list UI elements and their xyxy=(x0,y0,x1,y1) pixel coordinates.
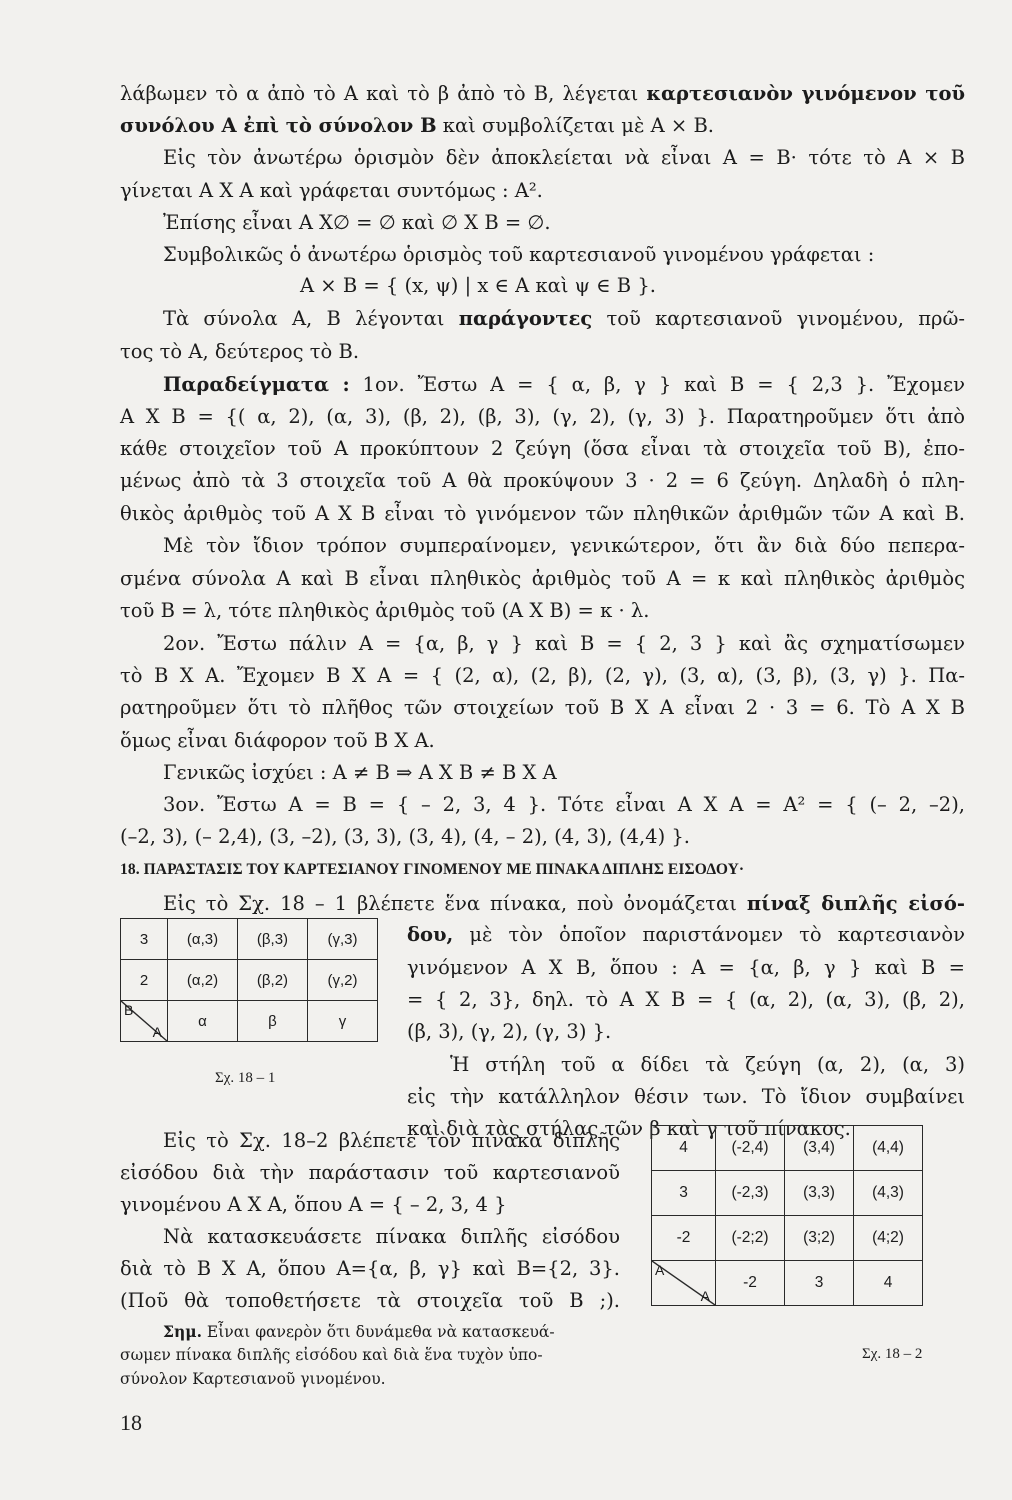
table-cell: (γ,2) xyxy=(308,960,378,1001)
note-line: Σημ. Εἶναι φανερὸν ὅτι δυνάμεθα νὰ κατασκευά- xyxy=(163,1322,555,1341)
table-cell: (3,3) xyxy=(785,1171,854,1216)
text-line: = { 2, 3}, δηλ. τὸ Α Χ Β = { (α, 2), (α, 3), (β, 2), xyxy=(407,988,965,1011)
corner-label-top: Α xyxy=(655,1262,665,1278)
note-line: σωμεν πίνακα διπλῆς εἰσόδου καὶ διὰ ἕνα τυχὸν ὑπο- xyxy=(120,1346,543,1364)
text-line: Τὰ σύνολα Α, Β λέγονται παράγοντες τοῦ καρτεσιανοῦ γινομένου, πρῶ- xyxy=(163,307,965,330)
column-header: 3 xyxy=(785,1261,854,1306)
formula-line: Α × Β = { (x, ψ) | x ∈ Α καὶ ψ ∈ Β }. xyxy=(300,274,656,297)
text-line: εἰσόδου διὰ τὴν παράστασιν τοῦ καρτεσιανοῦ xyxy=(120,1161,620,1184)
column-header: -2 xyxy=(716,1261,785,1306)
text-line: τος τὸ Α, δεύτερος τὸ Β. xyxy=(120,340,360,363)
text-line: τὸ Β Χ Α. Ἔχομεν Β Χ Α = { (2, α), (2, β), (2, γ), (3, α), (3, β), (3, γ) }. Πα- xyxy=(120,664,965,687)
text-line: ρατηροῦμεν ὅτι τὸ πλῆθος τῶν στοιχείων τοῦ Β Χ Α εἶναι 2 · 3 = 6. Τὸ Α Χ Β xyxy=(120,696,965,719)
row-header: 4 xyxy=(652,1126,716,1171)
text-line: Εἰς τὸ Σχ. 18 – 1 βλέπετε ἕνα πίνακα, ποὺ ὀνομάζεται πίναξ διπλῆς εἰσό- xyxy=(163,892,966,915)
table-cell: (-2,3) xyxy=(716,1171,785,1216)
corner-label-bottom: Α xyxy=(152,1024,162,1040)
text-line: γίνεται Α Χ Α καὶ γράφεται συντόμως : Α². xyxy=(120,179,543,202)
text-line: λάβωμεν τὸ α ἀπὸ τὸ Α καὶ τὸ β ἀπὸ τὸ Β, λέγεται καρτεσιανὸν γινόμενον τοῦ xyxy=(120,82,965,105)
row-header: 2 xyxy=(121,960,168,1001)
text-line: κάθε στοιχεῖον τοῦ Α προκύπτουν 2 ζεύγη (ὅσα εἶναι τὰ στοιχεῖα τοῦ Β), ἑπο- xyxy=(120,437,965,460)
section-heading: 18. ΠΑΡΑΣΤΑΣΙΣ ΤΟΥ ΚΑΡΤΕΣΙΑΝΟΥ ΓΙΝΟΜΕΝΟΥ ΜΕ ΠΙΝΑΚΑ ΔΙΠΛΗΣ ΕΙΣΟΔΟΥ· xyxy=(120,861,745,878)
text-line: καὶ διὰ τὰς στήλας τῶν β καὶ γ τοῦ πίνακος. xyxy=(407,1117,851,1140)
table-cell: (4,3) xyxy=(854,1171,923,1216)
double-entry-table-2 xyxy=(651,1125,923,1306)
corner-cell xyxy=(652,1261,716,1306)
text-line: Εἰς τὸν ἀνωτέρω ὁρισμὸν δὲν ἀποκλείεται νὰ εἶναι Α = Β· τότε τὸ Α × Β xyxy=(163,146,965,169)
page-number: 18 xyxy=(120,1410,142,1435)
text-line: 3ον. Ἔστω Α = Β = { – 2, 3, 4 }. Τότε εἶναι Α Χ Α = Α² = { (– 2, –2), xyxy=(163,793,965,816)
table-cell: (γ,3) xyxy=(308,919,378,960)
figure-caption: Σχ. 18 – 1 xyxy=(215,1070,276,1086)
column-header: 4 xyxy=(854,1261,923,1306)
text-line: γινόμενον Α Χ Β, ὅπου : Α = {α, β, γ } καὶ Β = xyxy=(407,956,965,979)
text-line: Ἐπίσης εἶναι Α Χ∅ = ∅ καὶ ∅ Χ Β = ∅. xyxy=(163,211,551,234)
text-line: Γενικῶς ἰσχύει : Α ≠ Β ⇒ Α Χ Β ≠ Β Χ Α xyxy=(163,761,557,784)
table-cell: (-2,4) xyxy=(716,1126,785,1171)
text-line: 2ον. Ἔστω πάλιν Α = {α, β, γ } καὶ Β = { 2, 3 } καὶ ἂς σχηματίσωμεν xyxy=(163,632,965,655)
text-line: Συμβολικῶς ὁ ἀνωτέρω ὁρισμὸς τοῦ καρτεσιανοῦ γινομένου γράφεται : xyxy=(163,243,875,266)
text-line: (–2, 3), (– 2,4), (3, –2), (3, 3), (3, 4), (4, – 2), (4, 3), (4,4) }. xyxy=(120,825,690,848)
table-cell: (3;2) xyxy=(785,1216,854,1261)
text-line: σμένα σύνολα Α καὶ Β εἶναι πληθικὸς ἀριθμὸς τοῦ Α = κ καὶ πληθικὸς ἀριθμὸς xyxy=(120,567,965,590)
text-line: διὰ τὸ Β Χ Α, ὅπου Α={α, β, γ} καὶ Β={2, 3}. xyxy=(120,1257,620,1280)
text-line: γινομένου Α Χ Α, ὅπου Α = { – 2, 3, 4 } xyxy=(120,1193,507,1216)
table-cell: (α,2) xyxy=(168,960,238,1001)
row-header: 3 xyxy=(121,919,168,960)
table-cell: (3,4) xyxy=(785,1126,854,1171)
table-cell: (4,4) xyxy=(854,1126,923,1171)
text-line: Α Χ Β = {( α, 2), (α, 3), (β, 2), (β, 3), (γ, 2), (γ, 3) }. Παρατηροῦμεν ὅτι ἀπὸ xyxy=(120,405,965,428)
note-line: σύνολον Καρτεσιανοῦ γινομένου. xyxy=(120,1370,386,1388)
text-line: εἰς τὴν κατάλληλον θέσιν των. Τὸ ἴδιον συμβαίνει xyxy=(407,1085,965,1108)
row-header: 3 xyxy=(652,1171,716,1216)
text-line: συνόλου Α ἐπὶ τὸ σύνολον Β καὶ συμβολίζεται μὲ Α × Β. xyxy=(120,114,714,137)
text-line: (β, 3), (γ, 2), (γ, 3) }. xyxy=(407,1020,612,1043)
text-line: Εἰς τὸ Σχ. 18–2 βλέπετε τὸν πίνακα διπλῆς xyxy=(163,1129,620,1152)
column-header: α xyxy=(168,1001,238,1042)
text-line: θικὸς ἀριθμὸς τοῦ Α Χ Β εἶναι τὸ γινόμενον τῶν πληθικῶν ἀριθμῶν τῶν Α καὶ Β. xyxy=(120,502,965,525)
corner-label-top: Β xyxy=(124,1002,134,1018)
table-cell: (4;2) xyxy=(854,1216,923,1261)
double-entry-table-1 xyxy=(120,918,378,1042)
table-cell: (β,2) xyxy=(238,960,308,1001)
text-line: μένως ἀπὸ τὰ 3 στοιχεῖα τοῦ Α θὰ προκύψουν 3 · 2 = 6 ζεύγη. Δηλαδὴ ὁ πλη- xyxy=(120,469,965,492)
column-header: γ xyxy=(308,1001,378,1042)
text-line: Ἡ στήλη τοῦ α δίδει τὰ ζεύγη (α, 2), (α, 3) xyxy=(450,1053,965,1076)
corner-label-bottom: Α xyxy=(700,1288,710,1304)
text-line: (Ποῦ θὰ τοποθετήσετε τὰ στοιχεῖα τοῦ Β ;). xyxy=(120,1289,620,1312)
text-line: Μὲ τὸν ἴδιον τρόπον συμπεραίνομεν, γενικώτερον, ὅτι ἂν διὰ δύο πεπερα- xyxy=(163,534,965,557)
row-header: -2 xyxy=(652,1216,716,1261)
text-line: δου, μὲ τὸν ὁποῖον παριστάνομεν τὸ καρτεσιανὸν xyxy=(407,923,965,946)
corner-cell xyxy=(121,1001,168,1042)
text-line: ὅμως εἶναι διάφορον τοῦ Β Χ Α. xyxy=(120,729,435,752)
text-line: τοῦ Β = λ, τότε πληθικὸς ἀριθμὸς τοῦ (Α Χ Β) = κ · λ. xyxy=(120,599,650,622)
table-cell: (-2;2) xyxy=(716,1216,785,1261)
text-line: Παραδείγματα : 1ον. Ἔστω Α = { α, β, γ } καὶ Β = { 2,3 }. Ἔχομεν xyxy=(163,373,965,396)
column-header: β xyxy=(238,1001,308,1042)
table-cell: (α,3) xyxy=(168,919,238,960)
figure-caption: Σχ. 18 – 2 xyxy=(862,1346,923,1362)
table-cell: (β,3) xyxy=(238,919,308,960)
text-line: Νὰ κατασκευάσετε πίνακα διπλῆς εἰσόδου xyxy=(163,1225,620,1248)
